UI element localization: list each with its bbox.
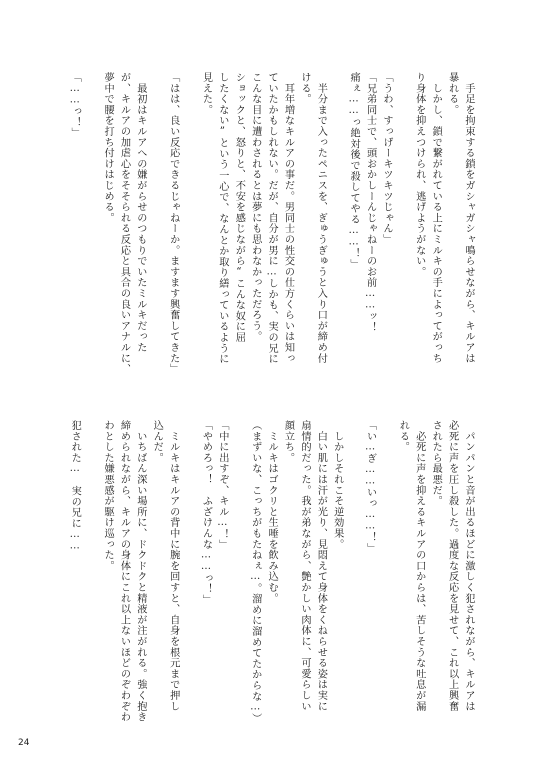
page-number: 24 — [18, 738, 30, 748]
text-line: り身体を抑えつけられ、逃げようがない。 — [413, 72, 425, 278]
text-line: 見えた。 — [200, 72, 212, 116]
text-line: 最初はキルアへの嫌がらせのつもりでいたミルキだった — [134, 72, 146, 353]
text-line: 「はは、良い反応できるじゃねーか。ますます興奮してきた」 — [167, 72, 179, 375]
text-line — [82, 72, 98, 392]
text-line: 必死に声を抑えるキルアの口からは、苦しそうな吐息が漏 — [413, 420, 425, 712]
lower-text-block — [66, 420, 476, 740]
text-line: 「やめろっ！ ふざけんな……っ！」 — [200, 420, 212, 606]
text-line — [328, 72, 344, 392]
text-line: したくない”という一心で、なんとか取り繕っているように — [216, 72, 228, 365]
text-line: 必死に声を圧し殺した。過度な反応を見せて、これ以上興奮 — [446, 420, 458, 712]
text-line — [345, 420, 361, 740]
text-line: しかしそれこそ逆効果。 — [331, 420, 343, 550]
text-line: 暴れる。 — [446, 72, 458, 116]
text-line — [378, 420, 394, 740]
text-line: 「兄弟同士で、頭おかしーんじゃねーのお前……ッ！ — [364, 72, 376, 333]
text-line: 込んだ。 — [151, 420, 163, 464]
text-line — [148, 72, 164, 392]
text-line: 扇情的だった。我が弟ながら、艶かしい肉体に、可愛らしい — [298, 420, 310, 712]
text-line: 白い肌には汗が光り、見悶えて身体をくねらせる姿は実に — [315, 420, 327, 712]
text-line: ミルキはゴクリと生唾を飲み込む。 — [266, 420, 278, 604]
text-line: （まずいな、こっちがもたねぇ…。溜めに溜めてたからな…） — [249, 420, 261, 724]
text-line: 「中に出すぞ、キル…！」 — [216, 420, 228, 551]
text-line: 痛ぇ……っ絶対後で殺してやる……！」 — [348, 72, 360, 270]
text-line: れる。 — [397, 420, 409, 453]
text-line — [394, 72, 410, 392]
text-line: ていたかもしれない。だが、自分が男に…しかも、実の兄に — [266, 72, 278, 365]
text-line — [181, 72, 197, 392]
text-line: しかし、鎖で繋がれている上にミルキの手によってがっち — [430, 72, 442, 364]
text-line: 夢中で腰を打ち付けはじめる。 — [102, 72, 114, 224]
text-line: ミルキはキルアの背中に腕を回すと、自身を根元まで押し — [167, 420, 179, 712]
text-line: 手足を拘束する鎖をガシャガシャ鳴らせながら、キルアは — [463, 72, 474, 364]
text-line: ける。 — [298, 72, 310, 105]
text-line — [230, 420, 246, 740]
text-line: 犯された… 実の兄に…… — [69, 420, 81, 552]
text-line — [181, 420, 197, 740]
text-line: 半分まで入ったペニスを、ぎゅうぎゅうと入り口が締め付 — [315, 72, 327, 364]
text-line: が、キルアの加虐心をそそられる反応と具合の良いアナルに、 — [118, 72, 130, 375]
text-line: パンパンと音が出るほどに激しく犯されながら、キルアは — [463, 420, 474, 712]
text-line: 「……っ！」 — [69, 72, 81, 139]
text-line: こんな目に遭わされるとは夢にも思わなかっただろう。 — [249, 72, 261, 342]
text-line: 締められながら、キルアの身体にこれ以上ないほどのぞわぞわ — [118, 420, 130, 723]
text-line: されたら最悪だ。 — [430, 420, 442, 507]
text-line: 「い…ぎ……いっ……！」 — [364, 420, 376, 554]
text-line: わとした嫌悪感が駆け巡った。 — [102, 420, 114, 572]
text-line: いちばん深い場所に、ドクドクと精液が注がれる。強く抱き — [134, 420, 146, 723]
text-line: 顔立ち。 — [282, 420, 294, 464]
text-line: ショックと、怒りと、不安を感じながら“こんな奴に屈 — [233, 72, 245, 343]
text-line: 耳年増なキルアの事だ。男同士の性交の仕方くらいは知っ — [282, 72, 294, 364]
upper-text-block — [66, 72, 476, 392]
text-line: 「うわ、すっげーキツキツじゃん」 — [380, 72, 392, 245]
text-line — [82, 420, 98, 740]
